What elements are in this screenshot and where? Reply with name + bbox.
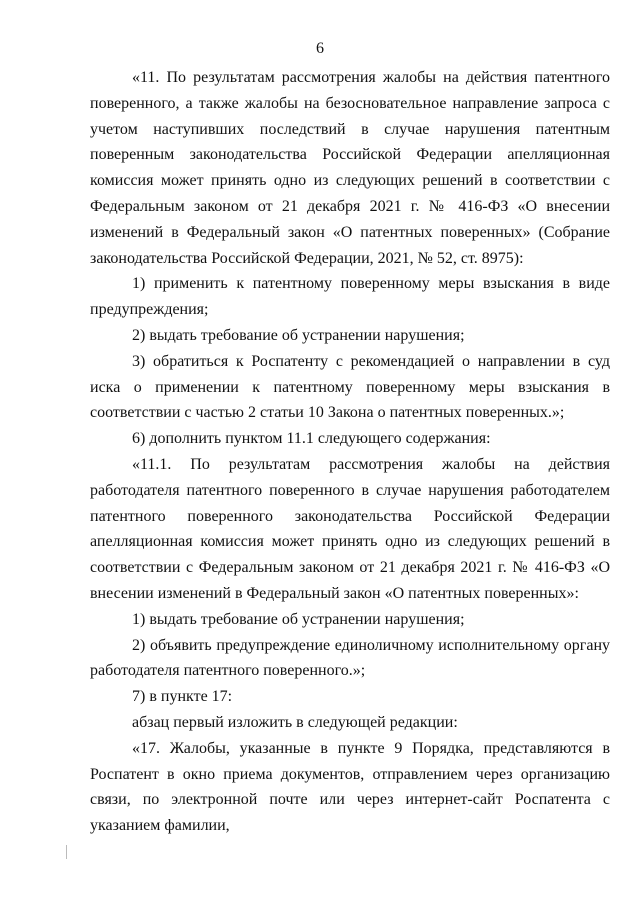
paragraph-clause-11-1: «11.1. По результатам рассмотрения жалобы на действия работодателя патентного поверенного в случае нарушения работодателем патентного поверенного законодательства Российской Федерации апелляционная комиссия может принять одно из следующих решений в соответствии с Федеральным законом от 21 декабря 2021 г. № 416-ФЗ «О внесении изменений в Федеральный закон «О патентных поверенных»: bbox=[90, 455, 610, 602]
paragraph-clause-17: «17. Жалобы, указанные в пункте 9 Порядка, представляются в Роспатент в окно приема документов, отправлением через организацию связи, по электронной почте или через интернет-сайт Роспатента с указанием фамилии, bbox=[90, 739, 610, 835]
page-number: 6 bbox=[316, 40, 324, 57]
paragraph-first-abzats: абзац первый изложить в следующей редакции: bbox=[132, 713, 458, 731]
paragraph-item-2-requirement: 2) выдать требование об устранении нарушения; bbox=[132, 326, 465, 344]
document-body bbox=[90, 65, 610, 839]
paragraph-amendment-7: 7) в пункте 17: bbox=[132, 688, 233, 706]
paragraph-item-1-requirement: 1) выдать требование об устранении нарушения; bbox=[132, 610, 465, 628]
paragraph-amendment-6: 6) дополнить пунктом 11.1 следующего содержания: bbox=[132, 430, 491, 448]
paragraph-clause-11: «11. По результатам рассмотрения жалобы на действия патентного поверенного, а также жалобы на безосновательное направление запроса с учетом наступивших последствий в случае нарушения патентным поверенным законодательства Российской Федерации апелляционная комиссия может принять одно из следующих решений в соответствии с Федеральным законом от 21 декабря 2021 г. № 416-ФЗ «О внесении изменений в Федеральный закон «О патентных поверенных» (Собрание законодательства Российской Федерации, 2021, № 52, ст. 8975): bbox=[90, 69, 610, 267]
paragraph-item-2-warning: 2) объявить предупреждение единоличному исполнительному органу работодателя патентного поверенного.»; bbox=[90, 636, 610, 680]
scan-edge-mark bbox=[66, 845, 67, 859]
paragraph-item-1-warning: 1) применить к патентному поверенному меры взыскания в виде предупреждения; bbox=[90, 275, 610, 319]
paragraph-item-3-court: 3) обратиться к Роспатенту с рекомендацией о направлении в суд иска о применении к патентному поверенному меры взыскания в соответствии с частью 2 статьи 10 Закона о патентных поверенных.»; bbox=[90, 352, 610, 422]
